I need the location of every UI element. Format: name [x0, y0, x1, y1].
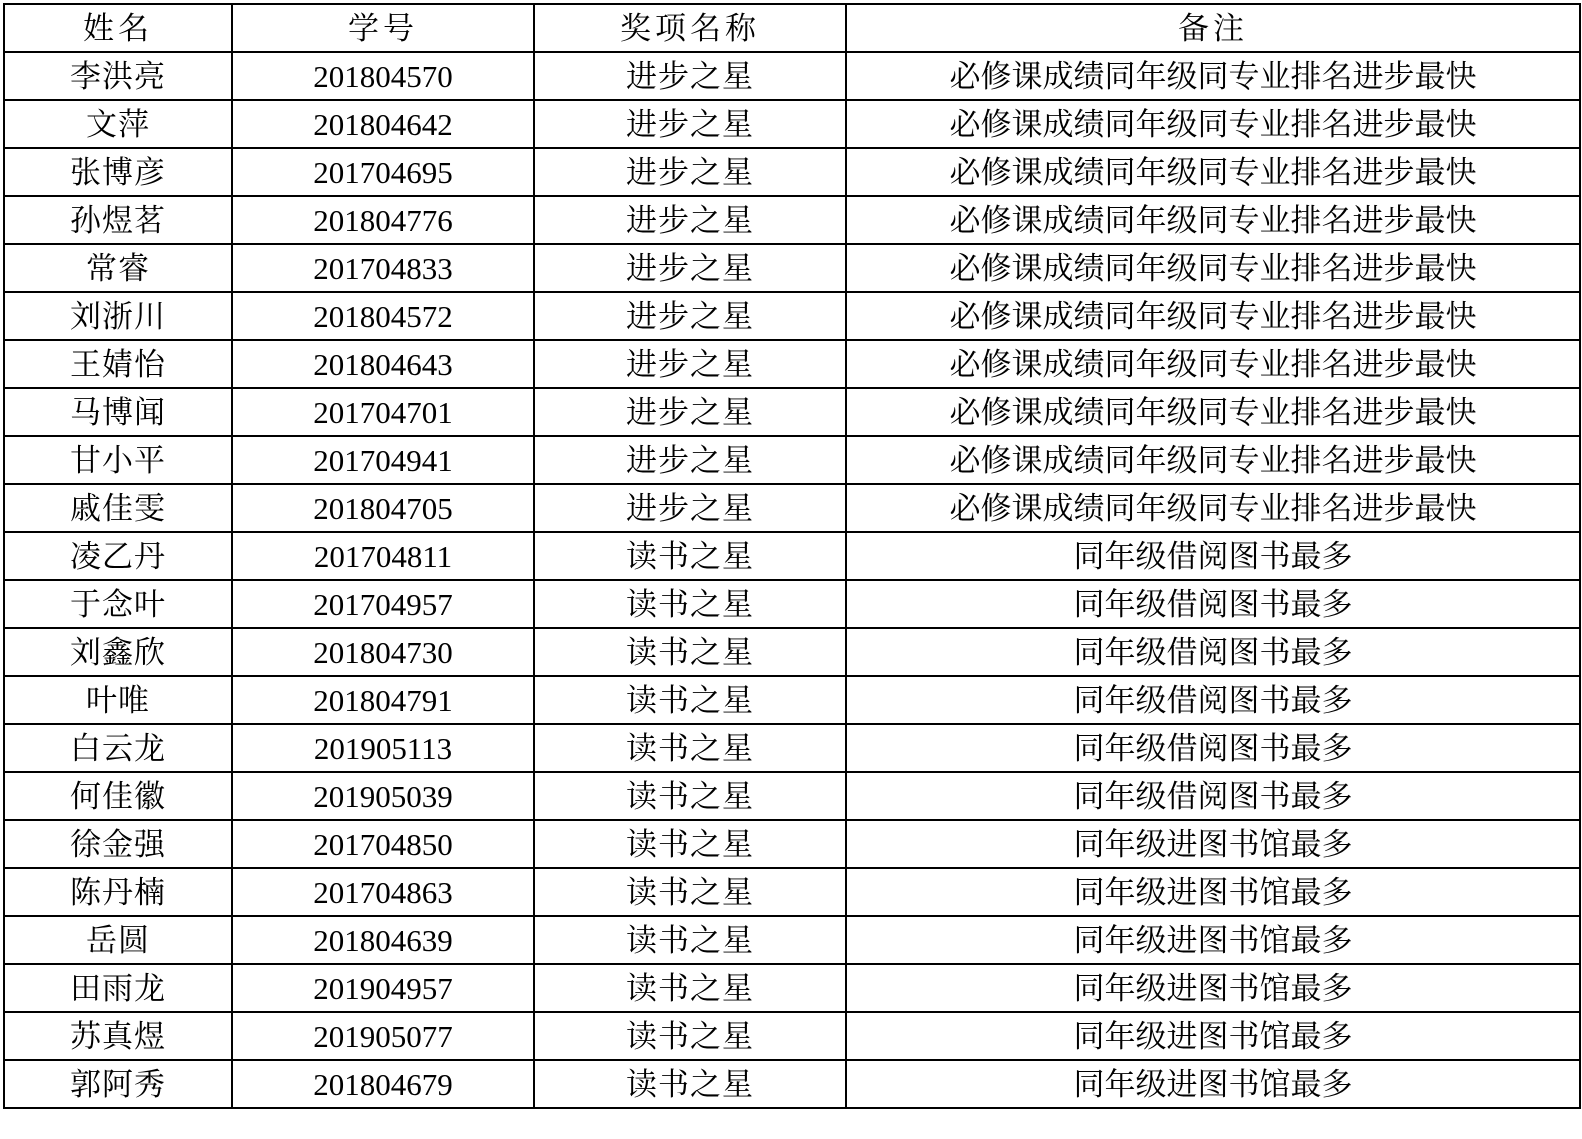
cell-award-name: 读书之星 [534, 724, 846, 772]
table-row [4, 1012, 1580, 1060]
cell-award-name: 进步之星 [534, 484, 846, 532]
cell-award-name: 读书之星 [534, 916, 846, 964]
cell-student-name: 王婧怡 [4, 340, 232, 388]
cell-student-name: 刘鑫欣 [4, 628, 232, 676]
cell-award-name: 进步之星 [534, 388, 846, 436]
cell-student-name: 常睿 [4, 244, 232, 292]
cell-student-id: 201905039 [232, 772, 534, 820]
cell-student-name: 刘浙川 [4, 292, 232, 340]
cell-remark: 必修课成绩同年级同专业排名进步最快 [846, 388, 1580, 436]
cell-remark: 必修课成绩同年级同专业排名进步最快 [846, 244, 1580, 292]
cell-student-id: 201704695 [232, 148, 534, 196]
cell-student-id: 201905113 [232, 724, 534, 772]
cell-award-name: 进步之星 [534, 100, 846, 148]
table-row [4, 1060, 1580, 1108]
cell-student-id: 201904957 [232, 964, 534, 1012]
column-header-name: 姓名 [4, 4, 232, 52]
cell-award-name: 读书之星 [534, 868, 846, 916]
cell-remark: 同年级借阅图书最多 [846, 772, 1580, 820]
cell-student-name: 凌乙丹 [4, 532, 232, 580]
cell-remark: 同年级进图书馆最多 [846, 1012, 1580, 1060]
cell-student-name: 孙煜茗 [4, 196, 232, 244]
column-header-remark: 备注 [846, 4, 1580, 52]
cell-remark: 同年级借阅图书最多 [846, 676, 1580, 724]
column-header-id: 学号 [232, 4, 534, 52]
cell-student-id: 201804570 [232, 52, 534, 100]
cell-student-id: 201804679 [232, 1060, 534, 1108]
table-row [4, 580, 1580, 628]
cell-remark: 必修课成绩同年级同专业排名进步最快 [846, 52, 1580, 100]
cell-student-id: 201704850 [232, 820, 534, 868]
cell-remark: 必修课成绩同年级同专业排名进步最快 [846, 292, 1580, 340]
cell-award-name: 进步之星 [534, 436, 846, 484]
table-row [4, 676, 1580, 724]
award-list-table [3, 3, 1581, 1109]
cell-remark: 同年级借阅图书最多 [846, 628, 1580, 676]
table-row [4, 388, 1580, 436]
cell-award-name: 读书之星 [534, 772, 846, 820]
cell-student-name: 戚佳雯 [4, 484, 232, 532]
table-row [4, 292, 1580, 340]
cell-student-name: 马博闻 [4, 388, 232, 436]
table-row [4, 148, 1580, 196]
cell-student-id: 201804791 [232, 676, 534, 724]
cell-award-name: 读书之星 [534, 1012, 846, 1060]
cell-student-id: 201704811 [232, 532, 534, 580]
cell-student-name: 苏真煜 [4, 1012, 232, 1060]
table-row [4, 820, 1580, 868]
cell-student-name: 徐金强 [4, 820, 232, 868]
cell-award-name: 读书之星 [534, 820, 846, 868]
cell-award-name: 进步之星 [534, 52, 846, 100]
table-row [4, 964, 1580, 1012]
cell-student-id: 201804730 [232, 628, 534, 676]
cell-student-name: 于念叶 [4, 580, 232, 628]
table-row [4, 52, 1580, 100]
table-row [4, 340, 1580, 388]
table-row [4, 484, 1580, 532]
cell-award-name: 进步之星 [534, 196, 846, 244]
cell-student-name: 张博彦 [4, 148, 232, 196]
cell-remark: 同年级借阅图书最多 [846, 532, 1580, 580]
cell-remark: 必修课成绩同年级同专业排名进步最快 [846, 196, 1580, 244]
cell-student-id: 201804776 [232, 196, 534, 244]
cell-student-id: 201804572 [232, 292, 534, 340]
cell-award-name: 进步之星 [534, 340, 846, 388]
document-page [0, 3, 1582, 1139]
table-row [4, 532, 1580, 580]
cell-award-name: 进步之星 [534, 148, 846, 196]
cell-student-id: 201704957 [232, 580, 534, 628]
column-header-award: 奖项名称 [534, 4, 846, 52]
cell-award-name: 读书之星 [534, 580, 846, 628]
cell-student-name: 岳圆 [4, 916, 232, 964]
cell-student-name: 白云龙 [4, 724, 232, 772]
table-row [4, 100, 1580, 148]
cell-award-name: 进步之星 [534, 244, 846, 292]
cell-student-name: 郭阿秀 [4, 1060, 232, 1108]
cell-student-name: 陈丹楠 [4, 868, 232, 916]
cell-remark: 同年级进图书馆最多 [846, 820, 1580, 868]
table-row [4, 916, 1580, 964]
cell-award-name: 进步之星 [534, 292, 846, 340]
cell-student-id: 201704863 [232, 868, 534, 916]
cell-award-name: 读书之星 [534, 628, 846, 676]
cell-student-id: 201804643 [232, 340, 534, 388]
cell-student-name: 李洪亮 [4, 52, 232, 100]
cell-student-id: 201905077 [232, 1012, 534, 1060]
cell-award-name: 读书之星 [534, 676, 846, 724]
cell-remark: 同年级进图书馆最多 [846, 1060, 1580, 1108]
table-row [4, 868, 1580, 916]
cell-student-id: 201704941 [232, 436, 534, 484]
cell-student-name: 文萍 [4, 100, 232, 148]
cell-student-id: 201804639 [232, 916, 534, 964]
cell-remark: 必修课成绩同年级同专业排名进步最快 [846, 148, 1580, 196]
cell-remark: 同年级进图书馆最多 [846, 868, 1580, 916]
cell-remark: 必修课成绩同年级同专业排名进步最快 [846, 436, 1580, 484]
cell-student-id: 201804705 [232, 484, 534, 532]
cell-remark: 同年级借阅图书最多 [846, 724, 1580, 772]
table-row [4, 772, 1580, 820]
cell-remark: 同年级进图书馆最多 [846, 964, 1580, 1012]
table-row [4, 244, 1580, 292]
cell-remark: 同年级进图书馆最多 [846, 916, 1580, 964]
cell-student-name: 叶唯 [4, 676, 232, 724]
cell-student-name: 田雨龙 [4, 964, 232, 1012]
cell-remark: 同年级借阅图书最多 [846, 580, 1580, 628]
table-row [4, 628, 1580, 676]
cell-student-id: 201704833 [232, 244, 534, 292]
cell-remark: 必修课成绩同年级同专业排名进步最快 [846, 100, 1580, 148]
cell-student-id: 201704701 [232, 388, 534, 436]
cell-remark: 必修课成绩同年级同专业排名进步最快 [846, 484, 1580, 532]
cell-remark: 必修课成绩同年级同专业排名进步最快 [846, 340, 1580, 388]
cell-award-name: 读书之星 [534, 964, 846, 1012]
cell-student-id: 201804642 [232, 100, 534, 148]
table-row [4, 724, 1580, 772]
cell-award-name: 读书之星 [534, 1060, 846, 1108]
table-header-row [4, 4, 1580, 52]
cell-student-name: 甘小平 [4, 436, 232, 484]
table-row [4, 436, 1580, 484]
cell-award-name: 读书之星 [534, 532, 846, 580]
table-row [4, 196, 1580, 244]
cell-student-name: 何佳徽 [4, 772, 232, 820]
